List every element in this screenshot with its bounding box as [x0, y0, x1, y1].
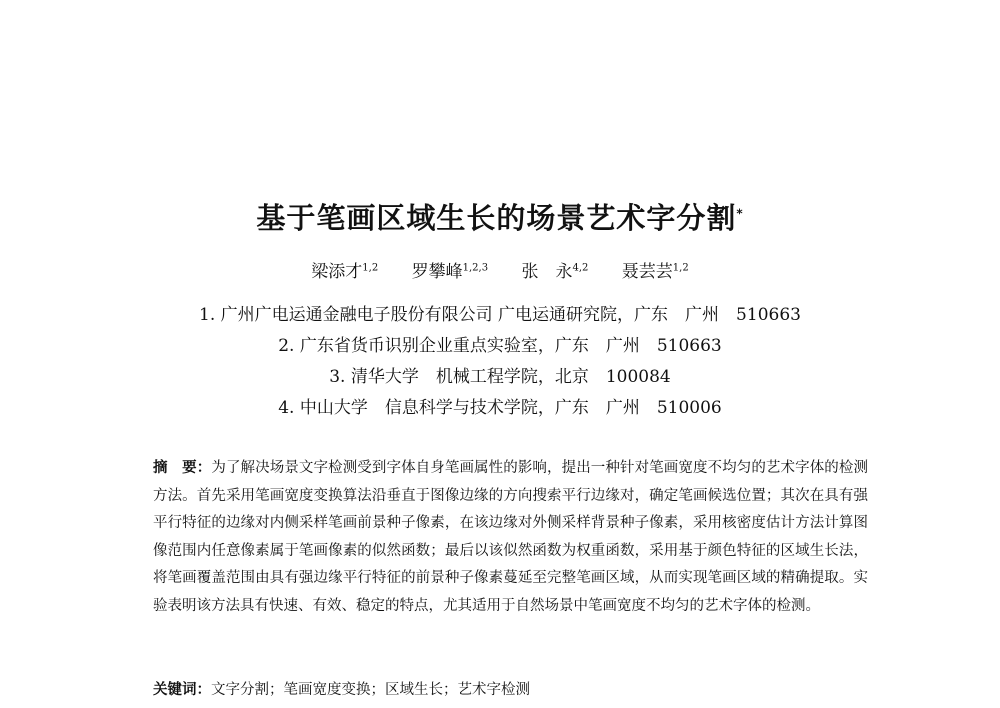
author-1 [311, 257, 378, 282]
keywords-text: 文字分割；笔画宽度变换；区域生长；艺术字检测 [211, 682, 530, 698]
affiliation-3: 3. 清华大学 机械工程学院，北京 100084 [329, 367, 671, 387]
author-name: 张 永 [521, 262, 573, 282]
affiliation-list [0, 300, 1000, 424]
affiliation-2: 2. 广东省货币识别企业重点实验室，广东 广州 510663 [278, 336, 722, 356]
paper-title [0, 196, 1000, 237]
abstract [153, 455, 868, 620]
author-4 [622, 257, 689, 282]
author-2 [412, 257, 488, 282]
author-affil-mark: 4,2 [572, 262, 589, 274]
paper-title-text: 基于笔画区域生长的场景艺术字分割 [256, 201, 737, 235]
author-affil-mark: 1,2 [672, 262, 689, 274]
author-3 [521, 257, 588, 282]
keywords-label: 关键词： [153, 682, 211, 698]
affiliation-4: 4. 中山大学 信息科学与技术学院，广东 广州 510006 [278, 398, 722, 418]
author-affil-mark: 1,2,3 [462, 262, 489, 274]
affiliation-1: 1. 广州广电运通金融电子股份有限公司 广电运通研究院，广东 广州 510663 [199, 305, 801, 325]
author-name: 罗攀峰 [411, 262, 463, 282]
author-name: 梁添才 [311, 262, 363, 282]
abstract-text: 为了解决场景文字检测受到字体自身笔画属性的影响，提出一种针对笔画宽度不均匀的艺术字体的检测方法。首先采用笔画宽度变换算法沿垂直于图像边缘的方向搜索平行边缘对，确定笔画候选位置；其次在具有强平行特征的边缘对内侧采样笔画前景种子像素，在该边缘对外侧采样背景种子像素，采用核密度估计方法计算图像范围内任意像素属于笔画像素的似然函数；最后以该似然函数为权重函数，采用基于颜色特征的区域生长法，将笔画覆盖范围由具有强边缘平行特征的前景种子像素蔓延至完整笔画区域，从而实现笔画区域的精确提取。实验表明该方法具有快速、有效、稳定的特点，尤其适用于自然场景中笔画宽度不均匀的艺术字体的检测。 [153, 460, 868, 614]
abstract-label: 摘 要： [153, 460, 212, 476]
keywords [153, 680, 868, 700]
title-footnote-mark: * [736, 206, 744, 221]
author-list [0, 257, 1000, 282]
author-name: 聂芸芸 [621, 262, 673, 282]
author-affil-mark: 1,2 [362, 262, 379, 274]
